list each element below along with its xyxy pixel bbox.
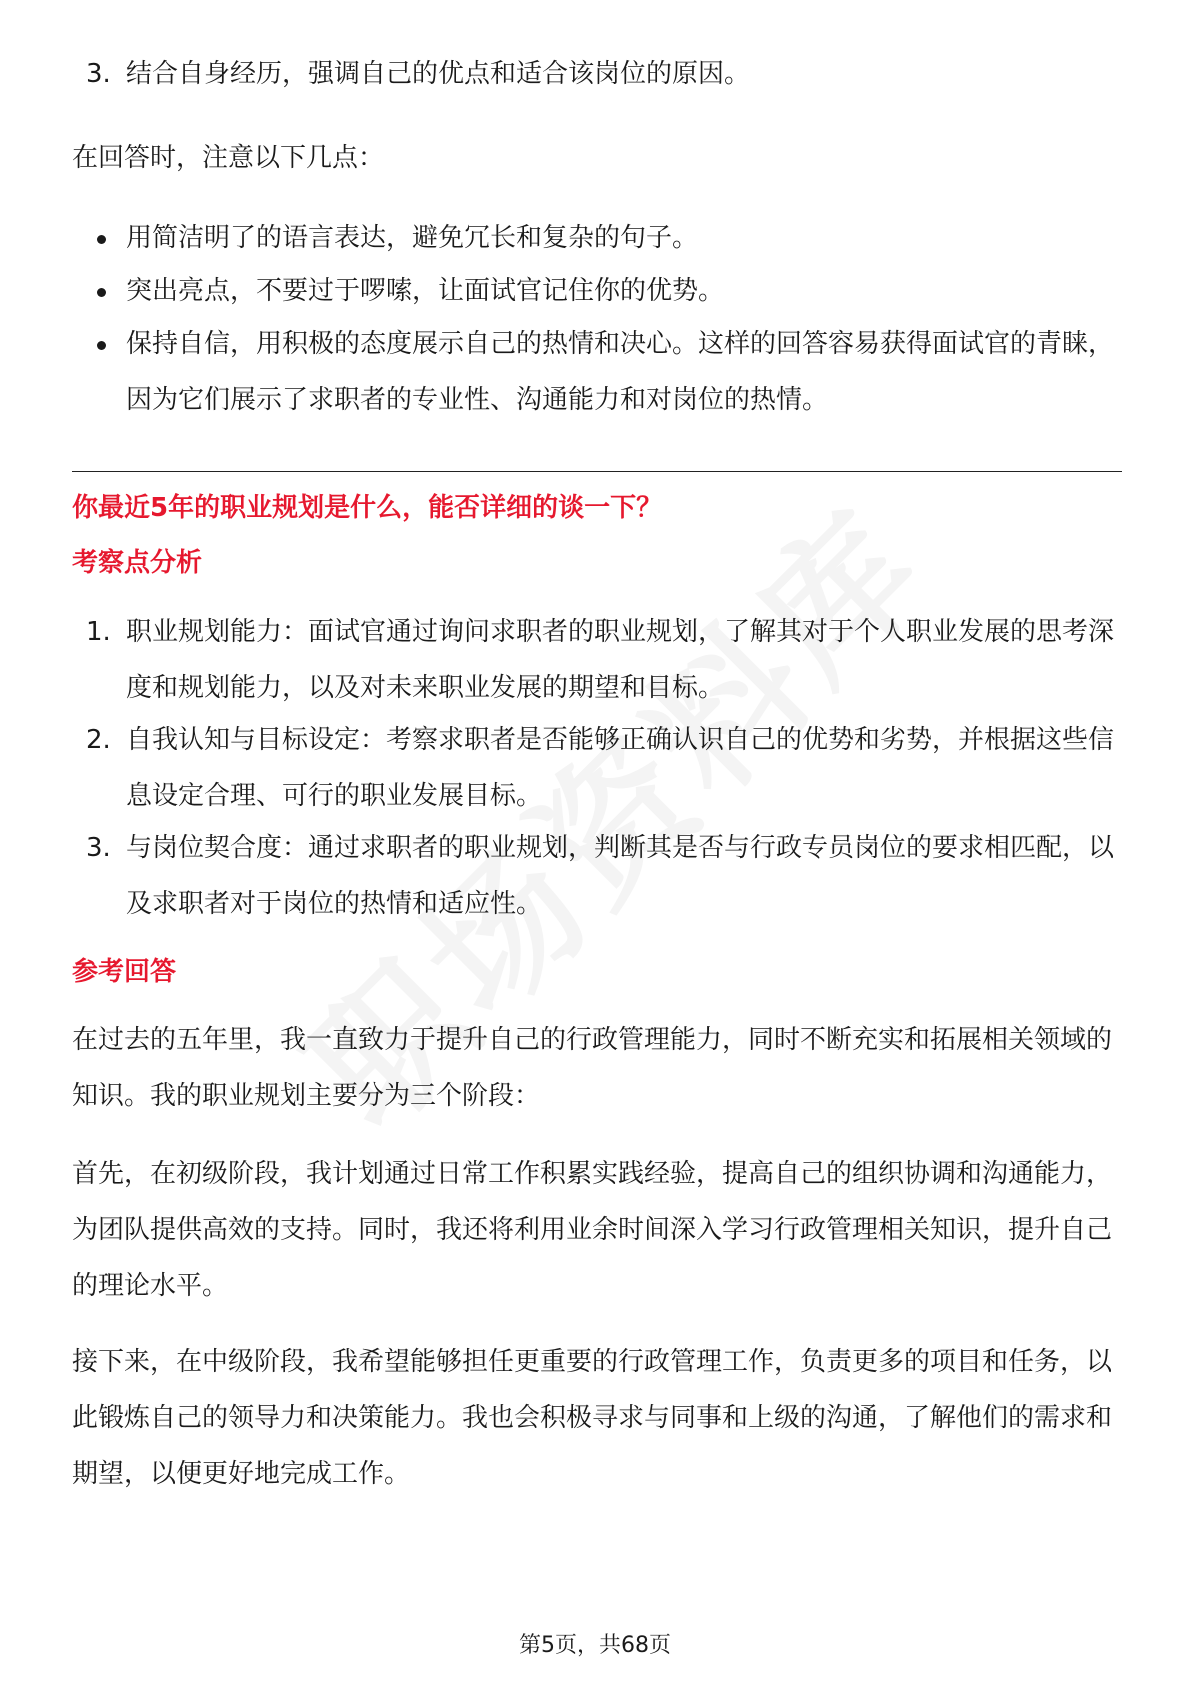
bullet-text: 突出亮点，不要过于啰嗦，让面试官记住你的优势。 xyxy=(126,276,725,306)
bullet-dot-icon xyxy=(97,235,106,244)
bullet-dot-icon xyxy=(97,341,106,350)
answer-paragraph: 首先，在初级阶段，我计划通过日常工作积累实践经验，提高自己的组织协调和沟通能力，为团队提供高效的支持。同时，我还将利用业余时间深入学习行政管理相关知识，提升自己的理论水平。 xyxy=(72,1159,1113,1301)
list-text: 自我认知与目标设定：考察求职者是否能够正确认识自己的优势和劣势，并根据这些信息设定合理、可行的职业发展目标。 xyxy=(126,725,1115,811)
list-number: 3. xyxy=(86,59,111,89)
list-number: 1. xyxy=(86,617,111,647)
section-divider xyxy=(72,471,1122,472)
list-text: 与岗位契合度：通过求职者的职业规划，判断其是否与行政专员岗位的要求相匹配，以及求职者对于岗位的热情和适应性。 xyxy=(126,833,1115,919)
question-heading: 你最近5年的职业规划是什么，能否详细的谈一下？ xyxy=(72,493,663,523)
list-text: 结合自身经历，强调自己的优点和适合该岗位的原因。 xyxy=(126,59,751,89)
answer-paragraph: 接下来，在中级阶段，我希望能够担任更重要的行政管理工作，负责更多的项目和任务，以此锻炼自己的领导力和决策能力。我也会积极寻求与同事和上级的沟通，了解他们的需求和期望，以便更好地完成工作。 xyxy=(72,1347,1113,1489)
bullet-text: 用简洁明了的语言表达，避免冗长和复杂的句子。 xyxy=(126,223,699,253)
answer-heading: 参考回答 xyxy=(72,957,177,987)
bullet-text: 保持自信，用积极的态度展示自己的热情和决心。这样的回答容易获得面试官的青睐，因为它们展示了求职者的专业性、沟通能力和对岗位的热情。 xyxy=(126,329,1115,415)
answer-paragraph: 在过去的五年里，我一直致力于提升自己的行政管理能力，同时不断充实和拓展相关领域的知识。我的职业规划主要分为三个阶段： xyxy=(72,1025,1113,1111)
list-number: 3. xyxy=(86,833,111,863)
bullet-dot-icon xyxy=(97,288,106,297)
note-intro: 在回答时，注意以下几点： xyxy=(72,143,385,173)
analysis-heading: 考察点分析 xyxy=(72,548,203,578)
list-text: 职业规划能力：面试官通过询问求职者的职业规划，了解其对于个人职业发展的思考深度和规划能力，以及对未来职业发展的期望和目标。 xyxy=(126,617,1115,703)
page-footer: 第5页，共68页 xyxy=(519,1633,671,1658)
list-number: 2. xyxy=(86,725,111,755)
